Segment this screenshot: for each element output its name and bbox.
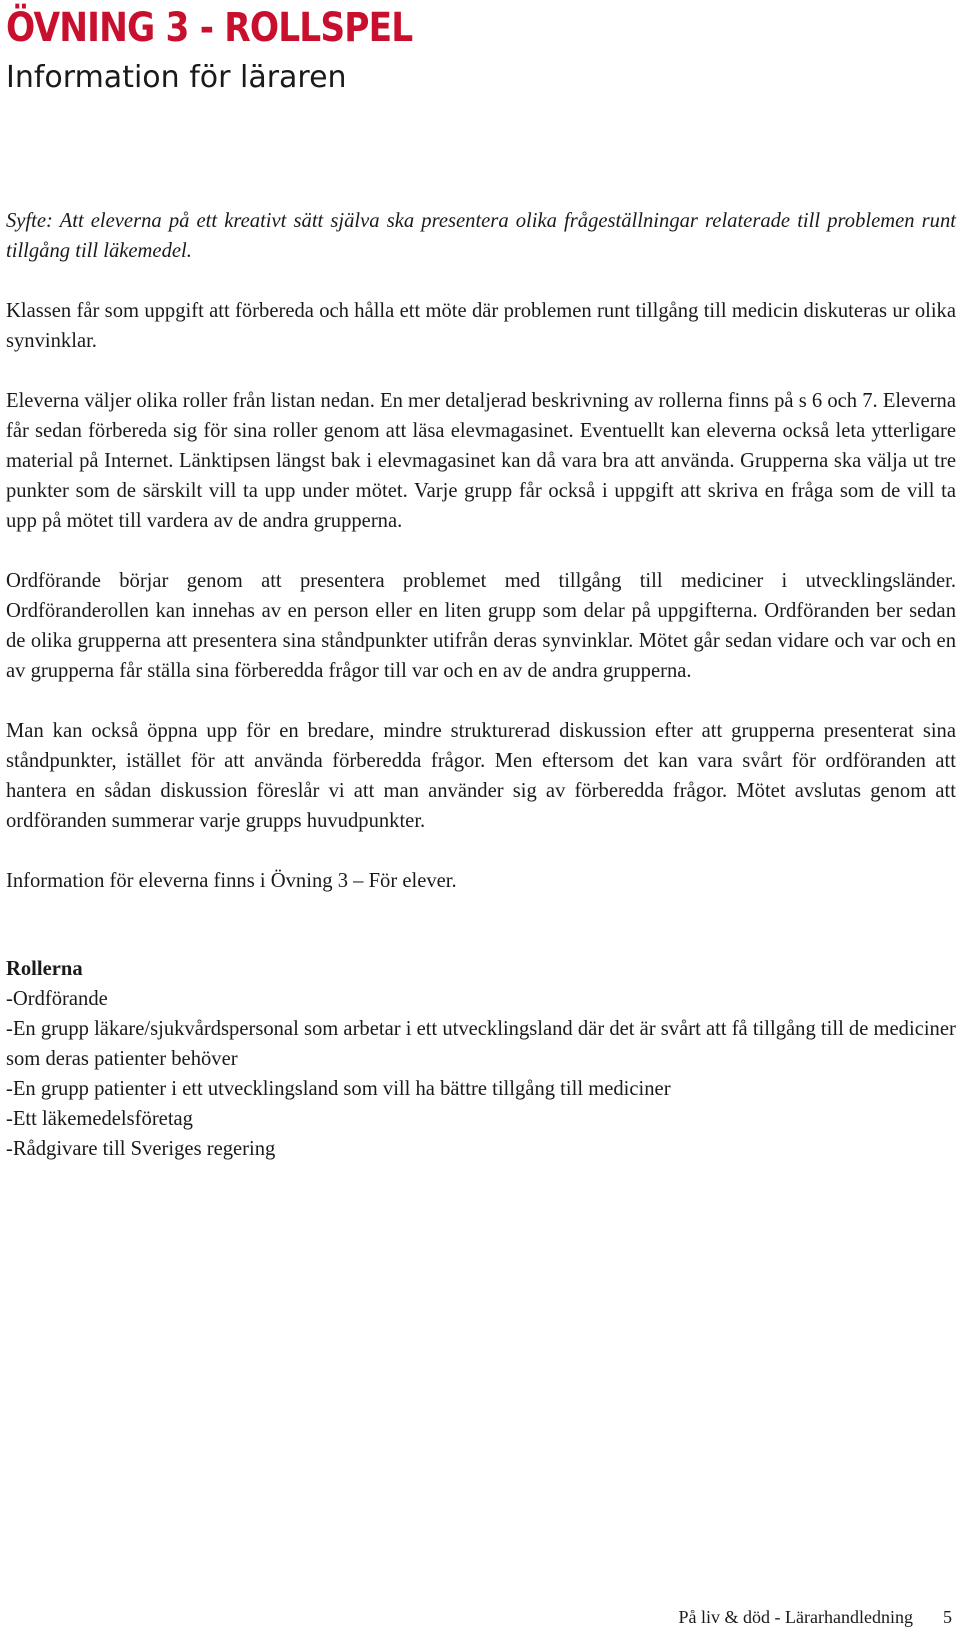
page-footer — [679, 1604, 952, 1630]
role-item-government-advisors: -Rådgivare till Sveriges regering — [6, 1138, 276, 1160]
roles-heading: Rollerna — [6, 958, 83, 980]
page-subtitle: Information för läraren — [6, 60, 347, 95]
role-item-patients: -En grupp patienter i ett utvecklingsland som vill ha bättre tillgång till mediciner — [6, 1078, 671, 1100]
role-item-chair: -Ordförande — [6, 988, 108, 1010]
page-title: ÖVNING 3 - ROLLSPEL — [6, 5, 413, 51]
body-text — [6, 206, 956, 1164]
paragraph-roles-preparation: Eleverna väljer olika roller från listan nedan. En mer detaljerad beskrivning av rollerna finns på s 6 och 7. Eleverna får sedan förbereda sig för sina roller genom att läsa elevmagasinet. Eventuellt kan eleverna också leta ytterligare material på Internet. Länktipsen längst bak i elevmagasinet kan då vara bra att använda. Grupperna ska välja ut tre punkter som de särskilt vill ta upp under mötet. Varje grupp får också i uppgift att skriva en fråga som de vill ta upp på mötet till vardera av de andra grupperna. — [6, 390, 956, 532]
role-item-pharma-company: -Ett läkemedelsföretag — [6, 1108, 193, 1130]
roles-list — [6, 984, 956, 1164]
paragraph-student-info: Information för eleverna finns i Övning 3 – För elever. — [6, 870, 457, 892]
footer-text: På liv & död - Lärarhandledning — [678, 1607, 913, 1627]
purpose-paragraph: Syfte: Att eleverna på ett kreativt sätt själva ska presentera olika frågeställningar relaterade till problemen runt tillgång till läkemedel. — [6, 210, 956, 262]
roles-section — [6, 954, 956, 1164]
page-number: 5 — [943, 1607, 952, 1627]
role-item-doctors: -En grupp läkare/sjukvårdspersonal som arbetar i ett utvecklingsland där det är svårt att få tillgång till de mediciner som deras patienter behöver — [6, 1018, 956, 1070]
paragraph-task: Klassen får som uppgift att förbereda och hålla ett möte där problemen runt tillgång till medicin diskuteras ur olika synvinklar. — [6, 300, 956, 352]
paragraph-discussion: Man kan också öppna upp för en bredare, mindre strukturerad diskussion efter att grupperna presenterat sina ståndpunkter, istället för att använda förberedda frågor. Men eftersom det kan vara svårt för ordföranden att hantera en sådan diskussion föreslår vi att man använder sig av förberedda frågor. Mötet avslutas genom att ordföranden summerar varje grupps huvudpunkter. — [6, 720, 956, 832]
paragraph-chair: Ordförande börjar genom att presentera problemet med tillgång till mediciner i utvecklingsländer. Ordföranderollen kan innehas av en person eller en liten grupp som delar på uppgifterna. Ordföranden ber sedan de olika grupperna att presentera sina ståndpunkter utifrån deras synvinklar. Mötet går sedan vidare och var och en av grupperna får ställa sina förberedda frågor till var och en av de andra grupperna. — [6, 570, 956, 682]
